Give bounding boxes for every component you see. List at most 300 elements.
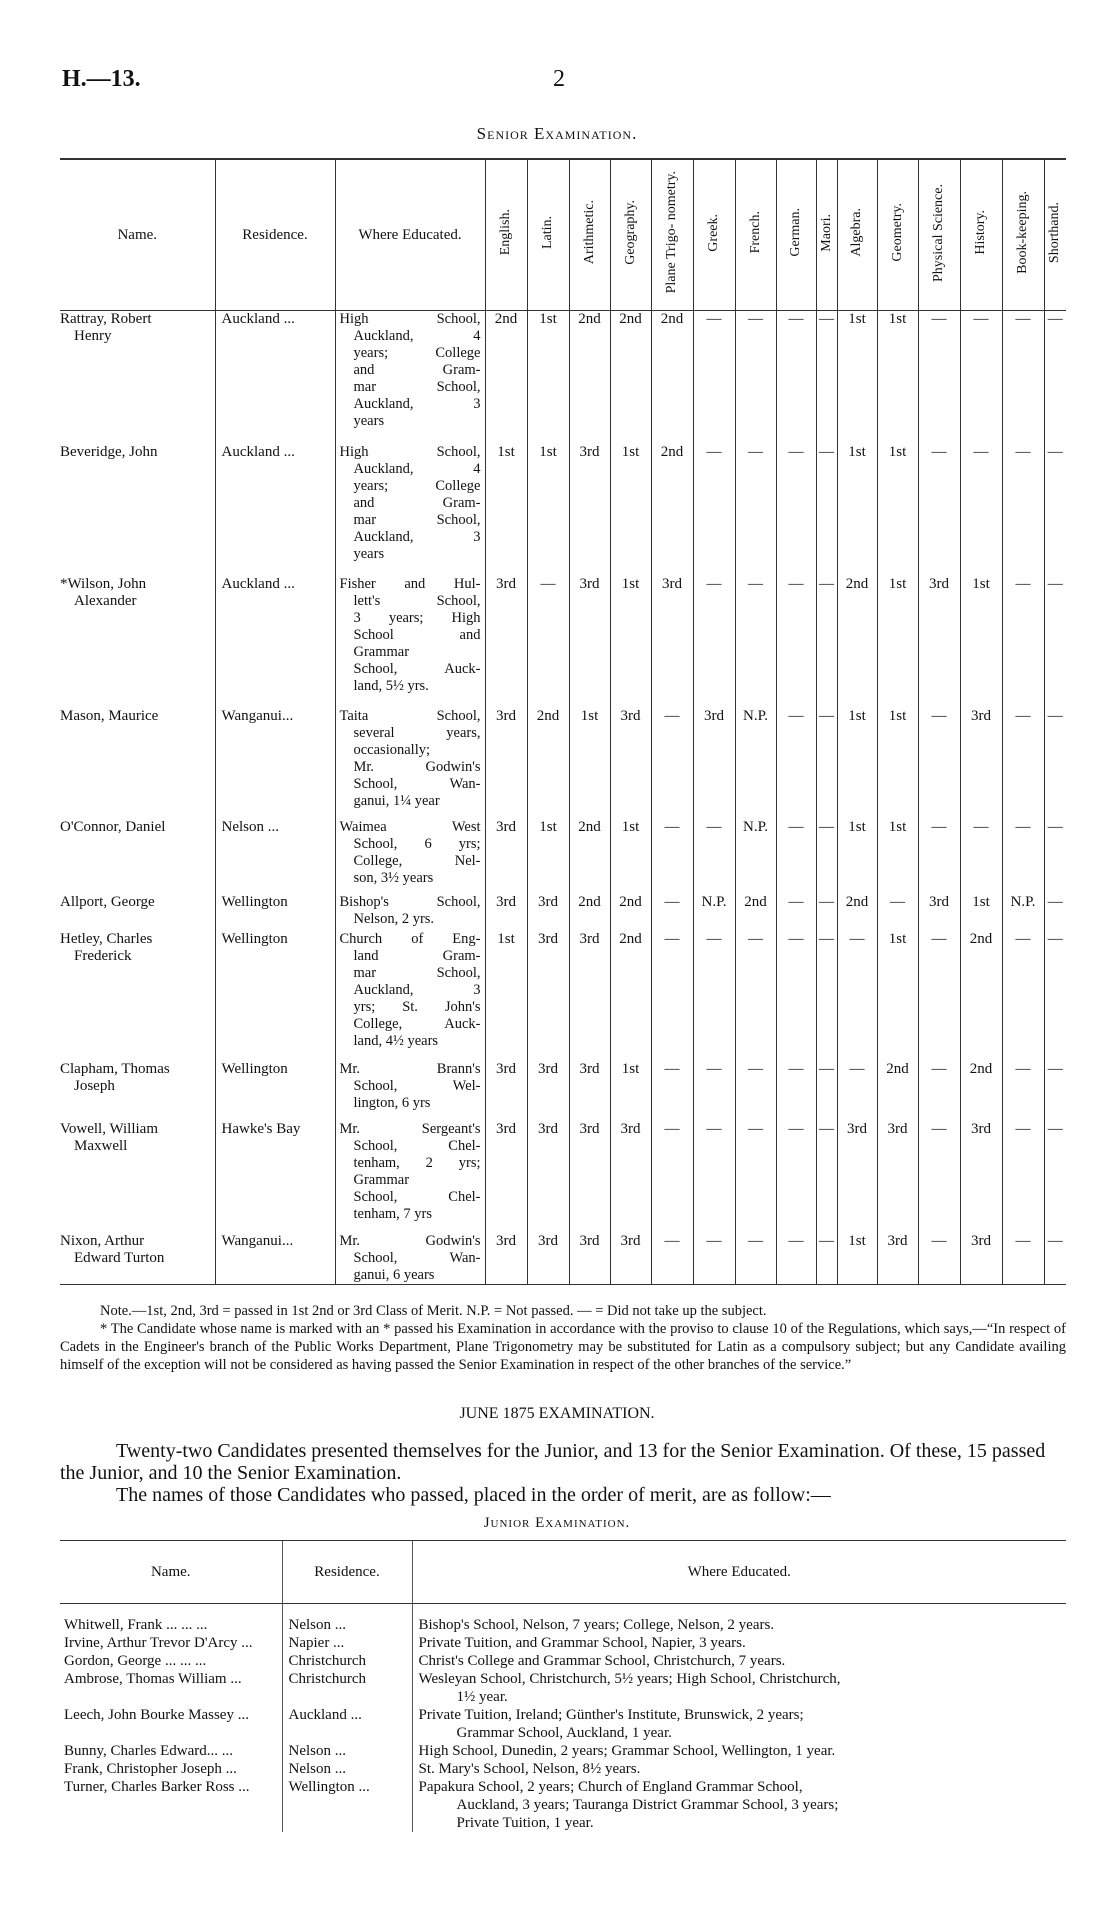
candidate-name: Frank, Christopher Joseph ... [64,1761,237,1777]
grade-physical-science: — [918,311,960,444]
educated-line: St. Mary's School, Nelson, 8½ years. [418,1761,641,1777]
grade-shorthand: — [1044,894,1066,931]
grade-book-keeping: — [1002,1121,1044,1233]
table-row [60,894,1066,931]
grade-arithmetic: 3rd [569,1061,610,1121]
residence: Wellington ... [282,1778,412,1832]
grade-english: 3rd [485,894,527,931]
table-row [60,1760,1066,1778]
grade-shorthand: — [1044,1121,1066,1233]
grade-latin: 2nd [527,708,569,819]
column-header-subject [776,159,816,311]
educated-line: Church of Eng- [339,930,481,947]
table-row [60,1061,1066,1121]
where-educated [335,931,485,1061]
educated-line: occasionally; [353,741,431,758]
table-row [60,1233,1066,1285]
grade-french: — [735,1121,776,1233]
column-header-subject [918,159,960,311]
educated-line: 1½ year. [456,1689,508,1705]
grade-history: — [960,311,1002,444]
grade-algebra: — [837,1061,877,1121]
page-number: 2 [553,66,565,92]
grade-geometry: — [877,894,918,931]
grade-maori: — [816,894,837,931]
residence: Nelson ... [215,819,335,894]
grade-french: — [735,311,776,444]
column-header-subject [693,159,735,311]
grade-arithmetic: 3rd [569,1233,610,1285]
where-educated [335,576,485,708]
grade-geography: 1st [610,444,651,576]
grade-physical-science: 3rd [918,576,960,708]
residence: Christchurch [282,1670,412,1706]
grade-maori: — [816,444,837,576]
educated-line: mar School, [353,379,481,395]
educated-line: Bishop's School, [339,893,481,910]
subject-label: Book-keeping. [1015,191,1030,274]
educated-line: Wesleyan School, Christchurch, 5½ years; High School, Christchurch, [418,1671,841,1687]
where-educated [412,1634,1066,1652]
grade-history: 3rd [960,1121,1002,1233]
educated-line: Private Tuition, and Grammar School, Napier, 3 years. [418,1635,746,1651]
candidate-name [60,1121,215,1233]
grade-arithmetic: 1st [569,708,610,819]
educated-line: Auckland, 3 [353,981,481,998]
grade-geometry: 3rd [877,1121,918,1233]
educated-line: Grammar [353,643,410,660]
grade-history: 3rd [960,1233,1002,1285]
grade-geometry: 1st [877,576,918,708]
candidate-name [60,894,215,931]
grade-greek: — [693,819,735,894]
grade-greek: — [693,576,735,708]
residence: Auckland ... [282,1706,412,1742]
where-educated [412,1742,1066,1760]
column-header-residence: Residence. [215,159,335,311]
grade-arithmetic: 3rd [569,576,610,708]
table-header-row [60,159,1066,311]
grade-latin: 1st [527,819,569,894]
educated-line: School, Wan- [353,775,481,792]
where-educated [335,444,485,576]
educated-line: and Gram- [353,362,481,378]
grade-plane-trigo-nometry: — [651,894,693,931]
table-row [60,1778,1066,1832]
column-header-subject [877,159,918,311]
grade-geography: 1st [610,1061,651,1121]
grade-maori: — [816,708,837,819]
educated-line: land, 4½ years [353,1032,439,1049]
grade-greek: — [693,311,735,444]
where-educated [335,819,485,894]
name-line: Rattray, Robert [60,311,152,327]
grade-algebra: 1st [837,311,877,444]
senior-examination-table [60,158,1066,1285]
educated-line: Grammar [353,1171,410,1188]
table-row [60,819,1066,894]
grade-algebra: 1st [837,444,877,576]
grade-history: 2nd [960,1061,1002,1121]
grade-shorthand: — [1044,576,1066,708]
educated-line: Bishop's School, Nelson, 7 years; College, Nelson, 2 years. [418,1617,775,1633]
grade-greek: 3rd [693,708,735,819]
grade-french: N.P. [735,819,776,894]
candidate-name [60,576,215,708]
grade-greek: — [693,444,735,576]
name-line: Allport, George [60,893,155,910]
grade-plane-trigo-nometry: — [651,1121,693,1233]
grade-geometry: 2nd [877,1061,918,1121]
educated-line: School, Wan- [353,1249,481,1266]
where-educated [412,1670,1066,1706]
educated-line: mar School, [353,964,481,981]
grade-english: 1st [485,931,527,1061]
grade-german: — [776,931,816,1061]
grade-latin: 3rd [527,1061,569,1121]
column-header-subject [816,159,837,311]
grade-arithmetic: 2nd [569,311,610,444]
column-header-subject [527,159,569,311]
residence: Wellington [215,894,335,931]
grade-plane-trigo-nometry: 3rd [651,576,693,708]
grade-geography: 1st [610,819,651,894]
summary-paragraph: Twenty-two Candidates presented themselves for the Junior, and 13 for the Senior Examination. Of these, 15 passed the Junior, and 10 the Senior Examination. [60,1440,1046,1484]
educated-line: Auckland, 3 [353,396,481,412]
grade-history: 1st [960,576,1002,708]
grade-maori: — [816,819,837,894]
grade-history: — [960,444,1002,576]
candidate-name [60,444,215,576]
subject-label: Geometry. [889,203,905,262]
educated-line: years; College [353,345,481,361]
educated-line: Auckland, 3 [353,528,481,545]
grade-maori: — [816,931,837,1061]
grade-maori: — [816,1121,837,1233]
grade-geometry: 1st [877,819,918,894]
grade-arithmetic: 2nd [569,819,610,894]
grade-latin: 3rd [527,1233,569,1285]
candidate-name: Irvine, Arthur Trevor D'Arcy ... [64,1635,253,1651]
grade-greek: — [693,931,735,1061]
grade-maori: — [816,1233,837,1285]
grade-book-keeping: N.P. [1002,894,1044,931]
grade-arithmetic: 3rd [569,1121,610,1233]
grade-shorthand: — [1044,708,1066,819]
educated-line: Papakura School, 2 years; Church of England Grammar School, [418,1779,803,1795]
candidate-name: Bunny, Charles Edward... ... [64,1743,233,1759]
candidate-name: Turner, Charles Barker Ross ... [64,1779,250,1795]
senior-examination-title: Senior Examination. [476,124,638,143]
table-row [60,1706,1066,1742]
grade-english: 1st [485,444,527,576]
column-header-subject [569,159,610,311]
educated-line: years [353,545,385,562]
grade-book-keeping: — [1002,708,1044,819]
candidate-name [60,819,215,894]
grade-latin: 3rd [527,894,569,931]
grade-latin: — [527,576,569,708]
grade-english: 3rd [485,576,527,708]
grade-latin: 3rd [527,931,569,1061]
where-educated [335,1121,485,1233]
grade-book-keeping: — [1002,819,1044,894]
residence: Auckland ... [215,311,335,444]
educated-line: School and [353,626,481,643]
table-row [60,444,1066,576]
document-reference: H.—13. [62,66,141,92]
educated-line: Christ's College and Grammar School, Christchurch, 7 years. [418,1653,786,1669]
grade-geometry: 1st [877,708,918,819]
grade-maori: — [816,1061,837,1121]
column-header-residence: Residence. [282,1541,412,1604]
name-line: Mason, Maurice [60,707,159,724]
name-line: Vowell, William [60,1120,159,1137]
subject-label: Plane Trigo- nometry. [664,171,679,294]
name-line: Edward Turton [74,1249,165,1266]
note-legend: Note.—1st, 2nd, 3rd = passed in 1st 2nd or 3rd Class of Merit. N.P. = Not passed. — = Did not take up the subject. [100,1303,767,1319]
subject-label: History. [973,210,988,255]
grade-book-keeping: — [1002,444,1044,576]
table-row [60,1634,1066,1652]
educated-line: School, 6 yrs; [353,835,481,852]
where-educated [412,1778,1066,1832]
educated-line: Fisher and Hul- [339,575,481,592]
educated-line: College, Auck- [353,1015,481,1032]
grade-shorthand: — [1044,444,1066,576]
grade-french: N.P. [735,708,776,819]
residence: Nelson ... [282,1742,412,1760]
name-line: O'Connor, Daniel [60,818,166,835]
grade-arithmetic: 3rd [569,444,610,576]
grade-physical-science: — [918,708,960,819]
table-row [60,1604,1066,1635]
grade-english: 3rd [485,1061,527,1121]
grade-algebra: 2nd [837,894,877,931]
grade-english: 3rd [485,1121,527,1233]
name-line: Frederick [74,947,132,964]
candidate-name: Gordon, George ... ... ... [64,1653,207,1669]
grade-french: — [735,576,776,708]
where-educated [412,1652,1066,1670]
grade-latin: 3rd [527,1121,569,1233]
grade-german: — [776,1061,816,1121]
grade-physical-science: — [918,1121,960,1233]
grade-shorthand: — [1044,931,1066,1061]
name-line: Joseph [74,1077,115,1094]
junior-examination-table [60,1540,1066,1832]
column-header-subject [651,159,693,311]
educated-line: land, 5½ yrs. [353,677,429,694]
note-proviso: * The Candidate whose name is marked with an * passed his Examination in accordance with the proviso to clause 10 of the Regulations, which says,—“In respect of Cadets in the Engineer's branch of the Public Works Department, Plane Trigonometry may be substituted for Latin as a compulsory subject; but any Candidate availing himself of the exception will not be considered as having passed the Senior Examination in respect of the other branches of the service.” [60,1321,1066,1373]
where-educated [335,894,485,931]
where-educated [335,1233,485,1285]
grade-plane-trigo-nometry: — [651,819,693,894]
grade-french: — [735,931,776,1061]
educated-line: years; College [353,477,481,494]
grade-greek: — [693,1233,735,1285]
grade-history: 3rd [960,708,1002,819]
educated-line: School, Chel- [353,1137,481,1154]
residence: Nelson ... [282,1604,412,1635]
table-row [60,576,1066,708]
educated-line: yrs; St. John's [353,998,481,1015]
grade-maori: — [816,311,837,444]
educated-line: Private Tuition, Ireland; Günther's Institute, Brunswick, 2 years; [418,1707,804,1723]
educated-line: tenham, 2 yrs; [353,1154,481,1171]
grade-physical-science: — [918,444,960,576]
grade-plane-trigo-nometry: 2nd [651,311,693,444]
grade-plane-trigo-nometry: — [651,1061,693,1121]
grade-book-keeping: — [1002,1233,1044,1285]
order-of-merit-paragraph: The names of those Candidates who passed, placed in the order of merit, are as follow:— [116,1484,831,1506]
subject-label: Greek. [706,213,721,252]
grade-german: — [776,444,816,576]
junior-examination-title: Junior Examination. [483,1515,631,1531]
where-educated [335,1061,485,1121]
residence: Napier ... [282,1634,412,1652]
grade-geography: 3rd [610,1121,651,1233]
grade-algebra: 1st [837,1233,877,1285]
table-row [60,1742,1066,1760]
grade-geography: 2nd [610,931,651,1061]
grade-algebra: 3rd [837,1121,877,1233]
grade-physical-science: — [918,819,960,894]
grade-german: — [776,1121,816,1233]
candidate-name [60,1233,215,1285]
educated-line: land Gram- [353,947,481,964]
grade-algebra: — [837,931,877,1061]
candidate-name [60,1061,215,1121]
grade-french: — [735,444,776,576]
residence: Christchurch [282,1652,412,1670]
residence: Nelson ... [282,1760,412,1778]
grade-shorthand: — [1044,311,1066,444]
grade-greek: — [693,1061,735,1121]
educated-line: Auckland, 3 years; Tauranga District Grammar School, 3 years; [456,1797,839,1813]
grade-french: 2nd [735,894,776,931]
name-line: Alexander [74,592,137,609]
where-educated [412,1604,1066,1635]
grade-german: — [776,708,816,819]
grade-geography: 2nd [610,894,651,931]
educated-line: College, Nel- [353,852,481,869]
grade-french: — [735,1233,776,1285]
educated-line: High School, [339,443,481,460]
subject-label: Algebra. [849,208,864,257]
educated-line: Taita School, [339,707,481,724]
grade-history: 1st [960,894,1002,931]
june-examination-title: JUNE 1875 EXAMINATION. [459,1405,655,1422]
column-header-subject [1044,159,1066,311]
grade-algebra: 1st [837,708,877,819]
educated-line: Mr. Godwin's [353,758,481,775]
column-header-where-educated: Where Educated. [335,159,485,311]
column-header-subject [960,159,1002,311]
grade-latin: 1st [527,444,569,576]
educated-line: School, Wel- [353,1077,481,1094]
candidate-name: Whitwell, Frank ... ... ... [64,1617,208,1633]
where-educated [335,311,485,444]
footnote [60,1302,1066,1374]
educated-line: High School, Dunedin, 2 years; Grammar School, Wellington, 1 year. [418,1743,836,1759]
grade-greek: — [693,1121,735,1233]
where-educated [412,1706,1066,1742]
residence: Auckland ... [215,444,335,576]
candidate-name [60,311,215,444]
educated-line: High School, [339,311,481,327]
grade-german: — [776,576,816,708]
grade-english: 2nd [485,311,527,444]
educated-line: Grammar School, Auckland, 1 year. [456,1725,672,1741]
educated-line: Auckland, 4 [353,460,481,477]
grade-shorthand: — [1044,1233,1066,1285]
residence: Wellington [215,931,335,1061]
name-line: Maxwell [74,1137,128,1154]
educated-line: Mr. Sergeant's [339,1120,481,1137]
subject-label: Maori. [818,213,834,252]
where-educated [335,708,485,819]
subject-label: Latin. [540,215,555,250]
subject-label: Physical Science. [931,183,946,282]
educated-line: years [353,413,385,429]
name-line: Nixon, Arthur [60,1232,145,1249]
candidate-name [60,708,215,819]
grade-geometry: 1st [877,931,918,1061]
grade-greek: N.P. [693,894,735,931]
grade-english: 3rd [485,708,527,819]
grade-german: — [776,311,816,444]
june-summary [60,1440,1070,1506]
grade-plane-trigo-nometry: — [651,931,693,1061]
grade-english: 3rd [485,819,527,894]
subject-label: German. [788,208,803,257]
educated-line: Mr. Godwin's [339,1232,481,1249]
table-row [60,1652,1066,1670]
grade-arithmetic: 2nd [569,894,610,931]
grade-book-keeping: — [1002,931,1044,1061]
educated-line: Nelson, 2 yrs. [353,910,435,927]
grade-book-keeping: — [1002,311,1044,444]
grade-arithmetic: 3rd [569,931,610,1061]
educated-line: mar School, [353,511,481,528]
grade-history: 2nd [960,931,1002,1061]
educated-line: lett's School, [353,592,481,609]
grade-shorthand: — [1044,1061,1066,1121]
grade-algebra: 2nd [837,576,877,708]
grade-physical-science: — [918,1233,960,1285]
educated-line: several years, [353,724,481,741]
grade-physical-science: 3rd [918,894,960,931]
grade-physical-science: — [918,931,960,1061]
column-header-subject [1002,159,1044,311]
name-line: Hetley, Charles [60,930,153,947]
column-header-subject [837,159,877,311]
table-row [60,708,1066,819]
table-row [60,1670,1066,1706]
candidate-name [60,931,215,1061]
educated-line: Waimea West [339,818,481,835]
grade-geometry: 1st [877,311,918,444]
table-row [60,311,1066,444]
grade-latin: 1st [527,311,569,444]
grade-maori: — [816,576,837,708]
educated-line: and Gram- [353,494,481,511]
grade-history: — [960,819,1002,894]
educated-line: ganui, 1¼ year [353,792,440,809]
candidate-name: Leech, John Bourke Massey ... [64,1707,249,1723]
column-header-subject [485,159,527,311]
